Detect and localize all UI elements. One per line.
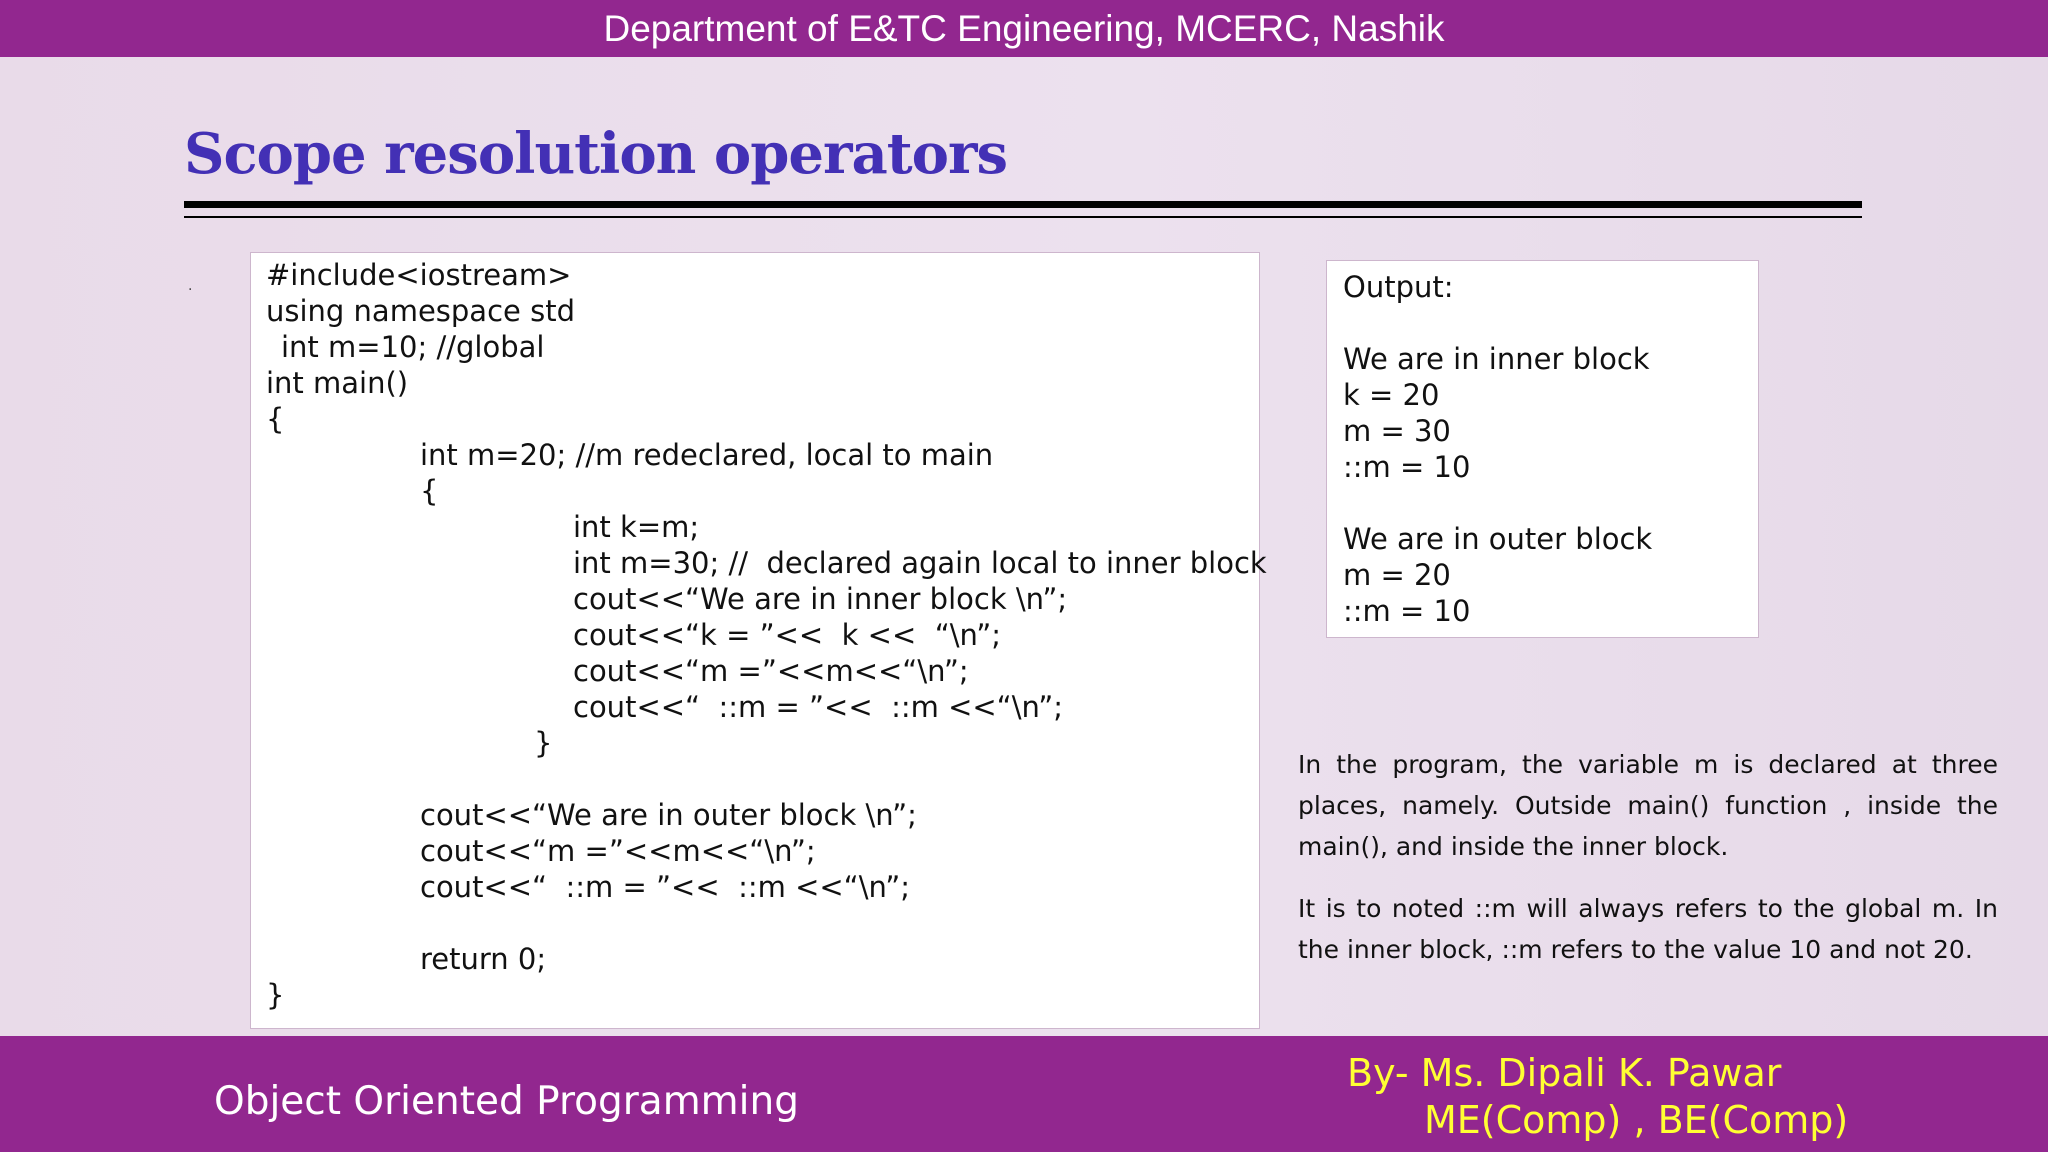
output-line: m = 30 <box>1343 414 1451 448</box>
output-box <box>1326 260 1759 638</box>
code-line: } <box>534 726 553 760</box>
title-underline-thick <box>184 201 1862 208</box>
code-line: cout<<“ ::m = ”<< ::m <<“\n”; <box>420 870 911 904</box>
code-line: int m=30; // declared again local to inner block <box>573 546 1267 580</box>
author-degree: ME(Comp) , BE(Comp) <box>1424 1098 1849 1142</box>
code-line: int m=20; //m redeclared, local to main <box>420 438 994 472</box>
code-line: int m=10; //global <box>281 330 545 364</box>
output-line: ::m = 10 <box>1343 450 1471 484</box>
code-line: return 0; <box>420 942 547 976</box>
code-line: int main() <box>266 366 409 400</box>
header-banner: Department of E&TC Engineering, MCERC, Nashik <box>0 0 2048 57</box>
output-line: ::m = 10 <box>1343 594 1471 628</box>
explanation-paragraph-1: In the program, the variable m is declared at three places, namely. Outside main() function , inside the main(), and inside the inner block. <box>1298 750 1998 861</box>
code-line: cout<<“We are in outer block \n”; <box>420 798 917 832</box>
output-line: We are in inner block <box>1343 342 1650 376</box>
output-heading: Output: <box>1343 270 1454 304</box>
title-underline-thin <box>184 216 1862 218</box>
bullet-dot: . <box>188 278 193 294</box>
course-name: Object Oriented Programming <box>214 1079 799 1124</box>
code-line: { <box>266 402 285 436</box>
code-box <box>250 252 1267 1029</box>
code-line: { <box>420 474 439 508</box>
output-line: m = 20 <box>1343 558 1451 592</box>
code-line: using namespace std <box>266 294 575 328</box>
code-line: int k=m; <box>573 510 700 544</box>
code-line: cout<<“m =”<<m<<“\n”; <box>420 834 816 868</box>
output-line: k = 20 <box>1343 378 1440 412</box>
explanation-paragraph-2: It is to noted ::m will always refers to the global m. In the inner block, ::m refers to the value 10 and not 20. <box>1298 894 1998 964</box>
code-line: } <box>266 978 285 1012</box>
slide-title: Scope resolution operators <box>184 121 1008 187</box>
code-line: cout<<“k = ”<< k << “\n”; <box>573 618 1002 652</box>
author-name: By- Ms. Dipali K. Pawar <box>1347 1051 1782 1095</box>
code-line: #include<iostream> <box>266 258 572 292</box>
code-line: cout<<“m =”<<m<<“\n”; <box>573 654 969 688</box>
code-line: cout<<“ ::m = ”<< ::m <<“\n”; <box>573 690 1064 724</box>
output-line: We are in outer block <box>1343 522 1653 556</box>
code-line: cout<<“We are in inner block \n”; <box>573 582 1068 616</box>
